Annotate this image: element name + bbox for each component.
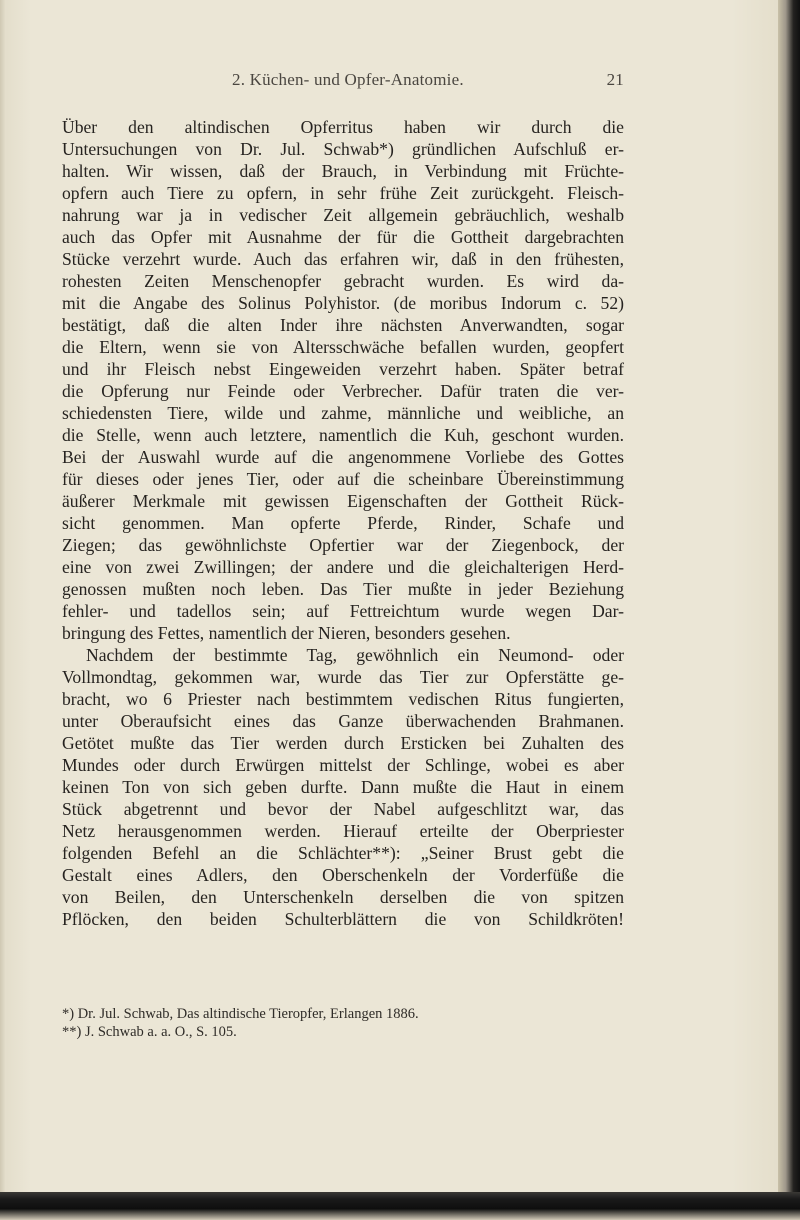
text-line: schiedensten Tiere, wilde und zahme, männliche und weibliche, an bbox=[62, 403, 624, 423]
footnote: **) J. Schwab a. a. O., S. 105. bbox=[62, 1024, 237, 1040]
text-line: eine von zwei Zwillingen; der andere und die gleichalterigen Herd- bbox=[62, 557, 624, 577]
text-line: und ihr Fleisch nebst Eingeweiden verzehrt haben. Später betraf bbox=[62, 359, 624, 379]
text-line: die Stelle, wenn auch letztere, namentlich die Kuh, geschont wurden. bbox=[62, 425, 624, 445]
running-head bbox=[62, 70, 624, 94]
text-line: Bei der Auswahl wurde auf die angenommene Vorliebe des Gottes bbox=[62, 447, 624, 467]
scan-bottom-edge bbox=[0, 1192, 800, 1220]
text-line: Nachdem der bestimmte Tag, gewöhnlich ein Neumond- oder bbox=[86, 645, 624, 665]
text-line: unter Oberaufsicht eines das Ganze überwachenden Brahmanen. bbox=[62, 711, 624, 731]
text-line: genossen mußten noch leben. Das Tier mußte in jeder Beziehung bbox=[62, 579, 624, 599]
text-line: bestätigt, daß die alten Inder ihre nächsten Anverwandten, sogar bbox=[62, 315, 624, 335]
text-line: Über den altindischen Opferritus haben wir durch die bbox=[62, 117, 624, 137]
text-line: Untersuchungen von Dr. Jul. Schwab*) gründlichen Aufschluß er- bbox=[62, 139, 624, 159]
text-line: Stücke verzehrt wurde. Auch das erfahren wir, daß in den frühesten, bbox=[62, 249, 624, 269]
book-binding-edge bbox=[778, 0, 800, 1220]
text-line: von Beilen, den Unterschenkeln derselben die von spitzen bbox=[62, 887, 624, 907]
text-line: sicht genommen. Man opferte Pferde, Rinder, Schafe und bbox=[62, 513, 624, 533]
text-line: Stück abgetrennt und bevor der Nabel aufgeschlitzt war, das bbox=[62, 799, 624, 819]
text-line: die Eltern, wenn sie von Altersschwäche befallen wurden, geopfert bbox=[62, 337, 624, 357]
page-left-edge bbox=[0, 0, 6, 1192]
text-line: Ziegen; das gewöhnlichste Opfertier war der Ziegenbock, der bbox=[62, 535, 624, 555]
text-line: bracht, wo 6 Priester nach bestimmtem vedischen Ritus fungierten, bbox=[62, 689, 624, 709]
text-line: nahrung war ja in vedischer Zeit allgemein gebräuchlich, weshalb bbox=[62, 205, 624, 225]
text-line: mit die Angabe des Solinus Polyhistor. (de moribus Indorum c. 52) bbox=[62, 293, 624, 313]
text-line: Pflöcken, den beiden Schulterblättern die von Schildkröten! bbox=[62, 909, 624, 929]
text-line: Getötet mußte das Tier werden durch Ersticken bei Zuhalten des bbox=[62, 733, 624, 753]
body-text bbox=[62, 116, 624, 930]
text-line: fehler- und tadellos sein; auf Fettreichtum wurde wegen Dar- bbox=[62, 601, 624, 621]
text-line: Gestalt eines Adlers, den Oberschenkeln der Vorderfüße die bbox=[62, 865, 624, 885]
text-line: auch das Opfer mit Ausnahme der für die Gottheit dargebrachten bbox=[62, 227, 624, 247]
text-line: opfern auch Tiere zu opfern, in sehr frühe Zeit zurückgeht. Fleisch- bbox=[62, 183, 624, 203]
running-title: 2. Küchen- und Opfer-Anatomie. bbox=[232, 70, 464, 89]
footnotes bbox=[62, 1005, 624, 1041]
text-line: rohesten Zeiten Menschenopfer gebracht wurden. Es wird da- bbox=[62, 271, 624, 291]
text-line: äußerer Merkmale mit gewissen Eigenschaften der Gottheit Rück- bbox=[62, 491, 624, 511]
text-line: keinen Ton von sich geben durfte. Dann mußte die Haut in einem bbox=[62, 777, 624, 797]
text-line: Vollmondtag, gekommen war, wurde das Tier zur Opferstätte ge- bbox=[62, 667, 624, 687]
text-line: folgenden Befehl an die Schlächter**): „Seiner Brust gebt die bbox=[62, 843, 624, 863]
text-line: für dieses oder jenes Tier, oder auf die scheinbare Übereinstimmung bbox=[62, 469, 624, 489]
text-line: Mundes oder durch Erwürgen mittelst der Schlinge, wobei es aber bbox=[62, 755, 624, 775]
text-line: Netz herausgenommen werden. Hierauf erteilte der Oberpriester bbox=[62, 821, 624, 841]
page-number: 21 bbox=[606, 70, 624, 89]
text-line: die Opferung nur Feinde oder Verbrecher. Dafür traten die ver- bbox=[62, 381, 624, 401]
text-line: bringung des Fettes, namentlich der Nieren, besonders gesehen. bbox=[62, 623, 511, 643]
text-line: halten. Wir wissen, daß der Brauch, in Verbindung mit Früchte- bbox=[62, 161, 624, 181]
footnote: *) Dr. Jul. Schwab, Das altindische Tieropfer, Erlangen 1886. bbox=[62, 1006, 419, 1022]
